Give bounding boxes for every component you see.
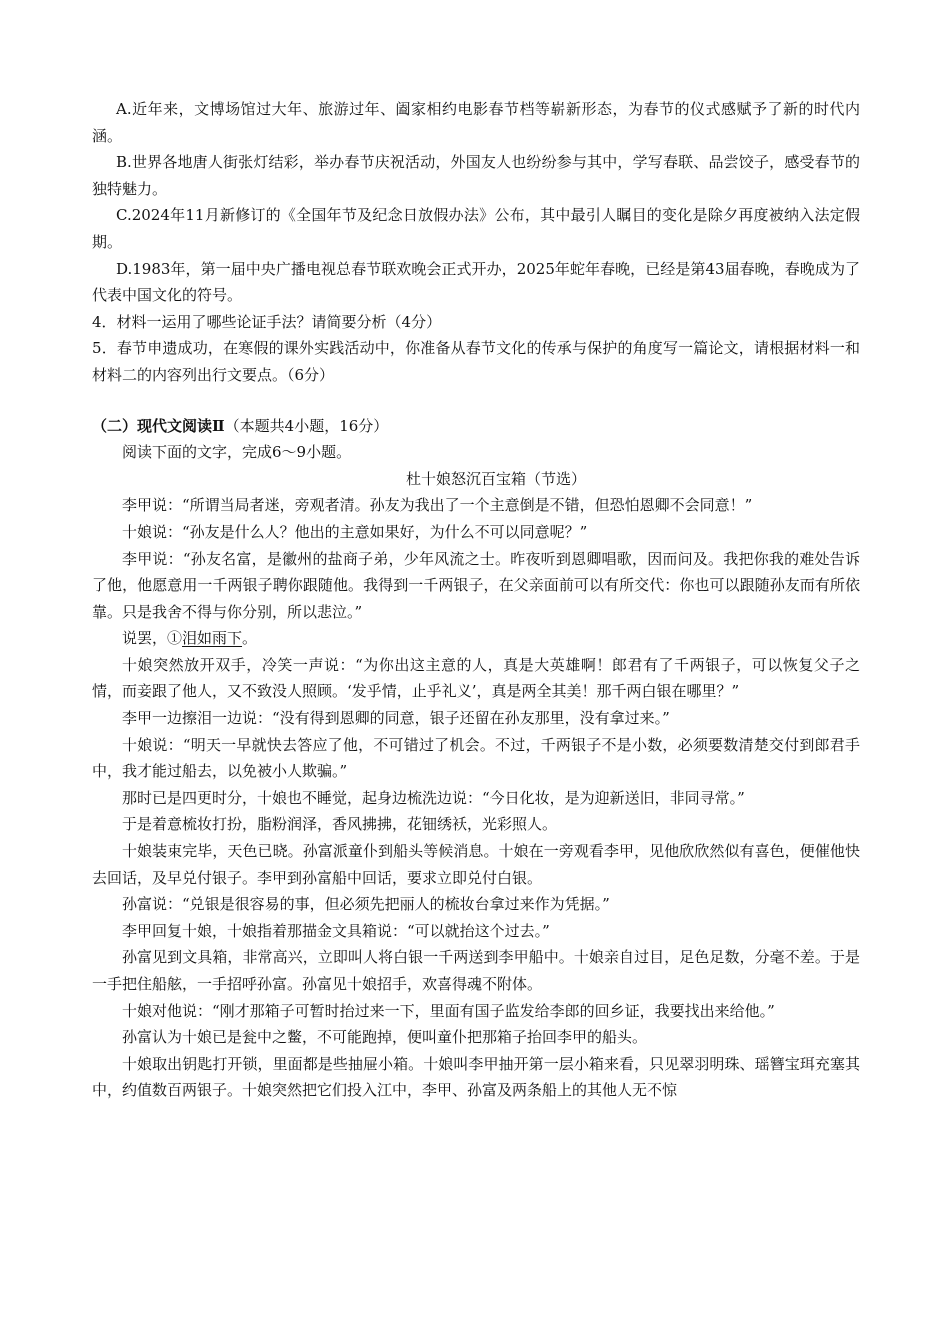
passage-paragraph: 十娘装束完毕，天色已晓。孙富派童仆到船头等候消息。十娘在一旁观看李甲，见他欣欣然似有喜色，便催他快去回话，及早兑付银子。李甲到孙富船中回话，要求立即兑付白银。 [92,842,860,887]
question-5: 5．春节申遗成功，在寒假的课外实践活动中，你准备从春节文化的传承与保护的角度写一篇论文，请根据材料一和材料二的内容列出行文要点。（6分） [92,339,860,384]
passage-paragraph: 十娘对他说：“刚才那箱子可暂时抬过来一下，里面有国子监发给李郎的回乡证，我要找出来给他。” [122,1001,775,1020]
option-b: B.世界各地唐人街张灯结彩，举办春节庆祝活动，外国友人也纷纷参与其中，学写春联、品尝饺子，感受春节的独特魅力。 [92,153,860,198]
passage-paragraph: 孙富认为十娘已是瓮中之鳖，不可能跑掉，便叫童仆把那箱子抬回李甲的船头。 [122,1028,648,1047]
underlined-phrase: 泪如雨下 [182,629,243,648]
passage-paragraph: 十娘说：“孙友是什么人？他出的主意如果好，为什么不可以同意呢？” [122,522,588,541]
passage-paragraph: 那时已是四更时分，十娘也不睡觉，起身边梳洗边说：“今日化妆，是为迎新送旧，非同寻常。” [122,788,745,807]
option-d: D.1983年，第一届中央广播电视总春节联欢晚会正式开办，2025年蛇年春晚，已经是第43届春晚，春晚成为了代表中国文化的符号。 [92,259,860,305]
passage-paragraph: 十娘突然放开双手，冷笑一声说：“为你出这主意的人，真是大英雄啊！郎君有了千两银子，可以恢复父子之情，而妾跟了他人，又不致没人照顾。‘发乎情，止乎礼义’，真是两全其美！那千两白银在哪里？” [92,655,860,701]
question-4: 4．材料一运用了哪些论证手法？请简要分析（4分） [92,312,442,331]
passage-paragraph-underlined [92,625,860,652]
paragraph-text: 说罢，① [122,629,183,648]
option-c: C.2024年11月新修订的《全国年节及纪念日放假办法》公布，其中最引人瞩目的变化是除夕再度被纳入法定假期。 [92,206,860,251]
passage-paragraph: 李甲一边擦泪一边说：“没有得到恩卿的同意，银子还留在孙友那里，没有拿过来。” [122,709,670,728]
section-gap [92,389,860,413]
paragraph-text: 。 [242,629,258,648]
passage-paragraph: 十娘取出钥匙打开锁，里面都是些抽屉小箱。十娘叫李甲抽开第一层小箱来看，只见翠羽明珠、瑶簪宝珥充塞其中，约值数百两银子。十娘突然把它们投入江中，李甲、孙富及两条船上的其他人无不惊 [92,1054,860,1100]
passage-paragraph: 李甲说：“所谓当局者迷，旁观者清。孙友为我出了一个主意倒是不错，但恐怕恩卿不会同意！” [122,496,753,515]
passage-title: 杜十娘怒沉百宝箱（节选） [405,469,586,488]
passage-paragraph: 十娘说：“明天一早就快去答应了他，不可错过了机会。不过，千两银子不是小数，必须要数清楚交付到郎君手中，我才能过船去，以免被小人欺骗。” [92,735,860,781]
passage-paragraph: 于是着意梳妆打扮，脂粉润泽，香风拂拂，花钿绣袄，光彩照人。 [122,815,558,834]
passage-paragraph: 孙富见到文具箱，非常高兴，立即叫人将白银一千两送到李甲船中。十娘亲自过目，足色足数，分毫不差。于是一手把住船舷，一手招呼孙富。孙富见十娘招手，欢喜得魂不附体。 [92,948,860,993]
passage-paragraph: 李甲回复十娘，十娘指着那描金文具箱说：“可以就抬这个过去。” [122,921,550,940]
option-a: A.近年来，文博场馆过大年、旅游过年、阖家相约电影春节档等崭新形态，为春节的仪式感赋予了新的时代内涵。 [92,100,860,145]
reading-instruction: 阅读下面的文字，完成6～9小题。 [122,443,352,462]
passage-paragraph: 孙富说：“兑银是很容易的事，但必须先把丽人的梳妆台拿过来作为凭据。” [122,895,610,914]
section-heading: （二）现代文阅读Ⅱ [92,416,225,435]
section-header [92,413,860,440]
document-page [92,96,860,1104]
section-meta: （本题共4小题，16分） [224,416,389,435]
passage-paragraph: 李甲说：“孙友名富，是徽州的盐商子弟，少年风流之士。昨夜听到恩卿唱歌，因而问及。我把你我的难处告诉了他，他愿意用一千两银子聘你跟随他。我得到一千两银子，在父亲面前可以有所交代：你也可以跟随孙友而有所依靠。只是我舍不得与你分别，所以悲泣。” [92,549,860,621]
